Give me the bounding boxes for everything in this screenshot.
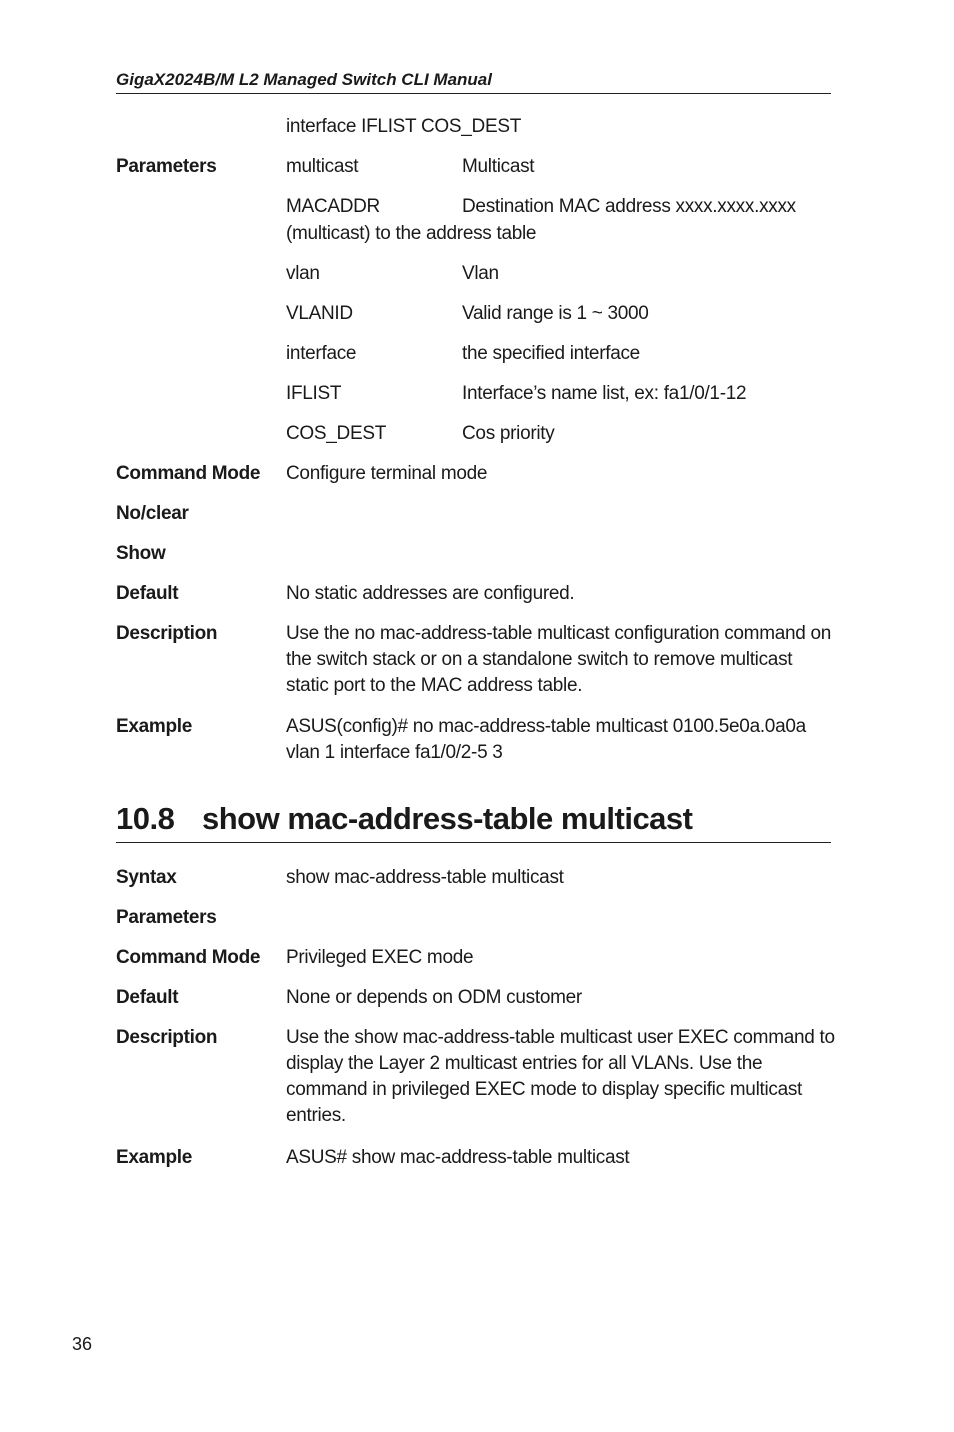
example-label: Example	[116, 716, 193, 737]
param-name: interface	[286, 343, 357, 364]
description-text: Use the show mac-address-table multicast user EXEC command to display the Layer 2 multicast entries for all VLANs. Use the command in privileged EXEC mode to display specific multicast entries.	[286, 1027, 835, 1126]
param-name: IFLIST	[286, 383, 342, 404]
default-label: Default	[116, 987, 179, 1008]
default-label: Default	[116, 583, 179, 604]
syntax-text: interface IFLIST COS_DEST	[286, 116, 522, 137]
example-text: ASUS# show mac-address-table multicast	[286, 1147, 630, 1168]
command-mode-label: Command Mode	[116, 463, 261, 484]
param-desc-cont: (multicast) to the address table	[286, 223, 537, 244]
example-label: Example	[116, 1147, 193, 1168]
syntax-value: show mac-address-table multicast	[286, 867, 564, 888]
param-desc: Interface’s name list, ex: fa1/0/1-12	[462, 383, 747, 404]
command-mode-label: Command Mode	[116, 947, 261, 968]
command-mode-value: Privileged EXEC mode	[286, 947, 474, 968]
noclear-label: No/clear	[116, 503, 189, 524]
param-desc: Cos priority	[462, 423, 555, 444]
example-text: ASUS(config)# no mac-address-table multicast 0100.5e0a.0a0a vlan 1 interface fa1/0/2-5 3	[286, 716, 806, 763]
syntax-label: Syntax	[116, 867, 177, 888]
default-value: None or depends on ODM customer	[286, 987, 582, 1008]
param-name: MACADDR	[286, 196, 380, 217]
section-title: show mac-address-table multicast	[202, 801, 693, 836]
parameters-label: Parameters	[116, 907, 217, 928]
show-label: Show	[116, 543, 166, 564]
param-name: vlan	[286, 263, 320, 284]
param-name: COS_DEST	[286, 423, 387, 444]
running-header: GigaX2024B/M L2 Managed Switch CLI Manual	[116, 70, 831, 94]
param-desc: Destination MAC address xxxx.xxxx.xxxx	[462, 196, 796, 217]
param-desc: Vlan	[462, 263, 499, 284]
description-label: Description	[116, 1027, 218, 1048]
section-heading	[116, 798, 831, 843]
description-text: Use the no mac-address-table multicast configuration command on the switch stack or on a standalone switch to remove multicast static port to the MAC address table.	[286, 623, 832, 696]
description-label: Description	[116, 623, 218, 644]
command-mode-value: Configure terminal mode	[286, 463, 488, 484]
param-desc: Multicast	[462, 156, 535, 177]
param-desc: the specified interface	[462, 343, 640, 364]
param-name: multicast	[286, 156, 359, 177]
parameters-label: Parameters	[116, 156, 217, 177]
section-number: 10.8	[116, 801, 175, 836]
page-number: 36	[72, 1334, 93, 1354]
param-desc: Valid range is 1 ~ 3000	[462, 303, 649, 324]
default-value: No static addresses are configured.	[286, 583, 575, 604]
param-name: VLANID	[286, 303, 353, 324]
